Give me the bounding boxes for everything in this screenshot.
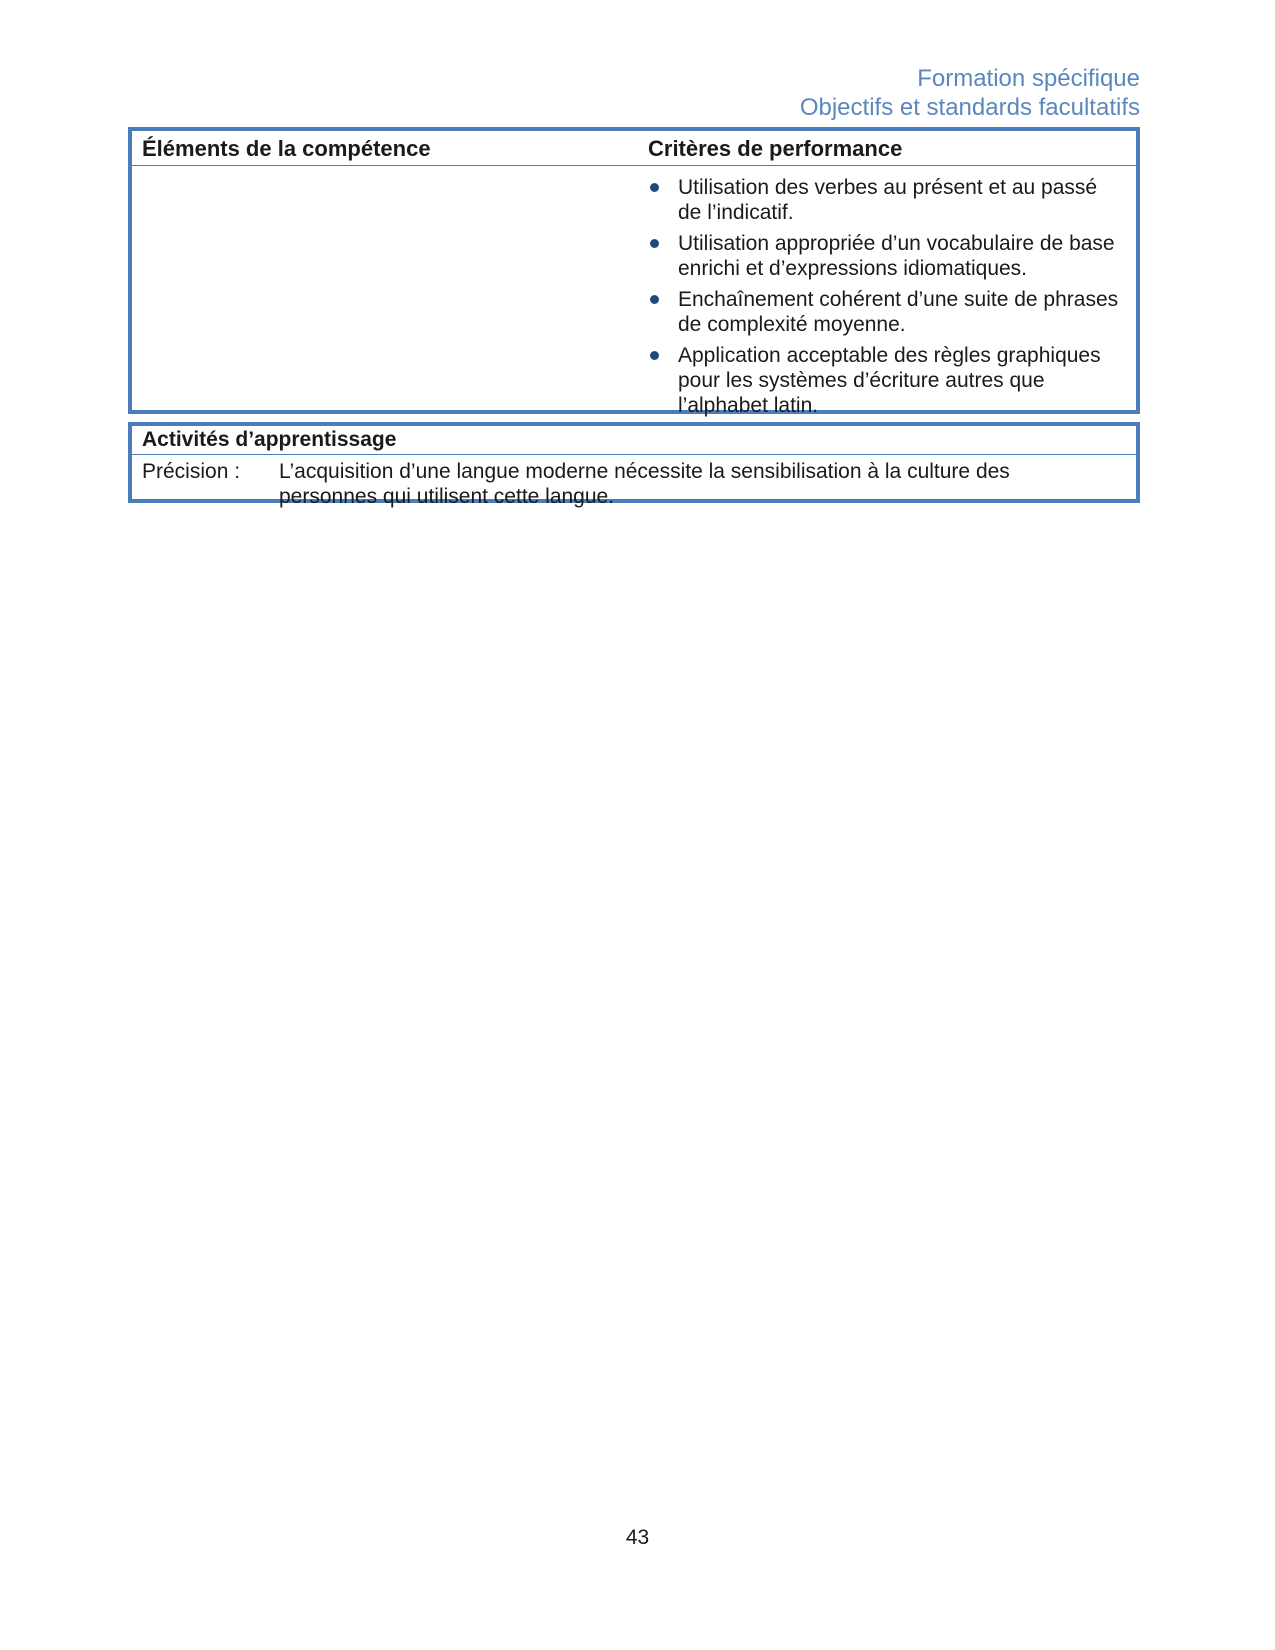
precision-text: L’acquisition d’une langue moderne nécessite la sensibilisation à la culture des personnes qui utilisent cette langue. — [279, 460, 1010, 508]
competence-table-header-row — [132, 131, 1136, 166]
page-number: 43 — [625, 1526, 650, 1549]
criteria-cell — [648, 166, 1136, 424]
criteria-bullet-text: Enchaînement cohérent d’une suite de phrases de complexité moyenne. — [678, 288, 1119, 336]
bullet-icon — [650, 183, 659, 192]
elements-cell-empty — [132, 166, 648, 424]
competence-table-body-row — [132, 166, 1136, 424]
bullet-icon — [650, 295, 659, 304]
criteria-bullet-text: Utilisation appropriée d’un vocabulaire de base enrichi et d’expressions idiomatiques. — [678, 232, 1115, 280]
activities-table-header: Activités d’apprentissage — [132, 426, 1136, 455]
running-header — [800, 64, 1140, 122]
learning-activities-table — [128, 422, 1140, 508]
criteria-bullet-text: Utilisation des verbes au présent et au passé de l’indicatif. — [678, 176, 1098, 224]
bullet-icon — [650, 239, 659, 248]
header-line-2: Objectifs et standards facultatifs — [799, 94, 1140, 121]
precision-label: Précision : — [142, 460, 241, 483]
elements-column-header: Éléments de la compétence — [142, 136, 431, 161]
activities-table-body-row — [132, 455, 1136, 509]
criteria-bullet-item — [648, 287, 1126, 337]
criteria-bullet-item — [648, 343, 1126, 418]
criteria-bullet-list — [648, 175, 1128, 418]
header-line-1: Formation spécifique — [917, 65, 1140, 92]
criteria-bullet-item — [648, 175, 1126, 225]
bullet-icon — [650, 351, 659, 360]
criteria-bullet-text: Application acceptable des règles graphiques pour les systèmes d’écriture autres que l’alphabet latin. — [678, 344, 1101, 417]
criteria-bullet-item — [648, 231, 1126, 281]
competence-table — [128, 127, 1140, 417]
criteria-column-header: Critères de performance — [648, 136, 903, 161]
